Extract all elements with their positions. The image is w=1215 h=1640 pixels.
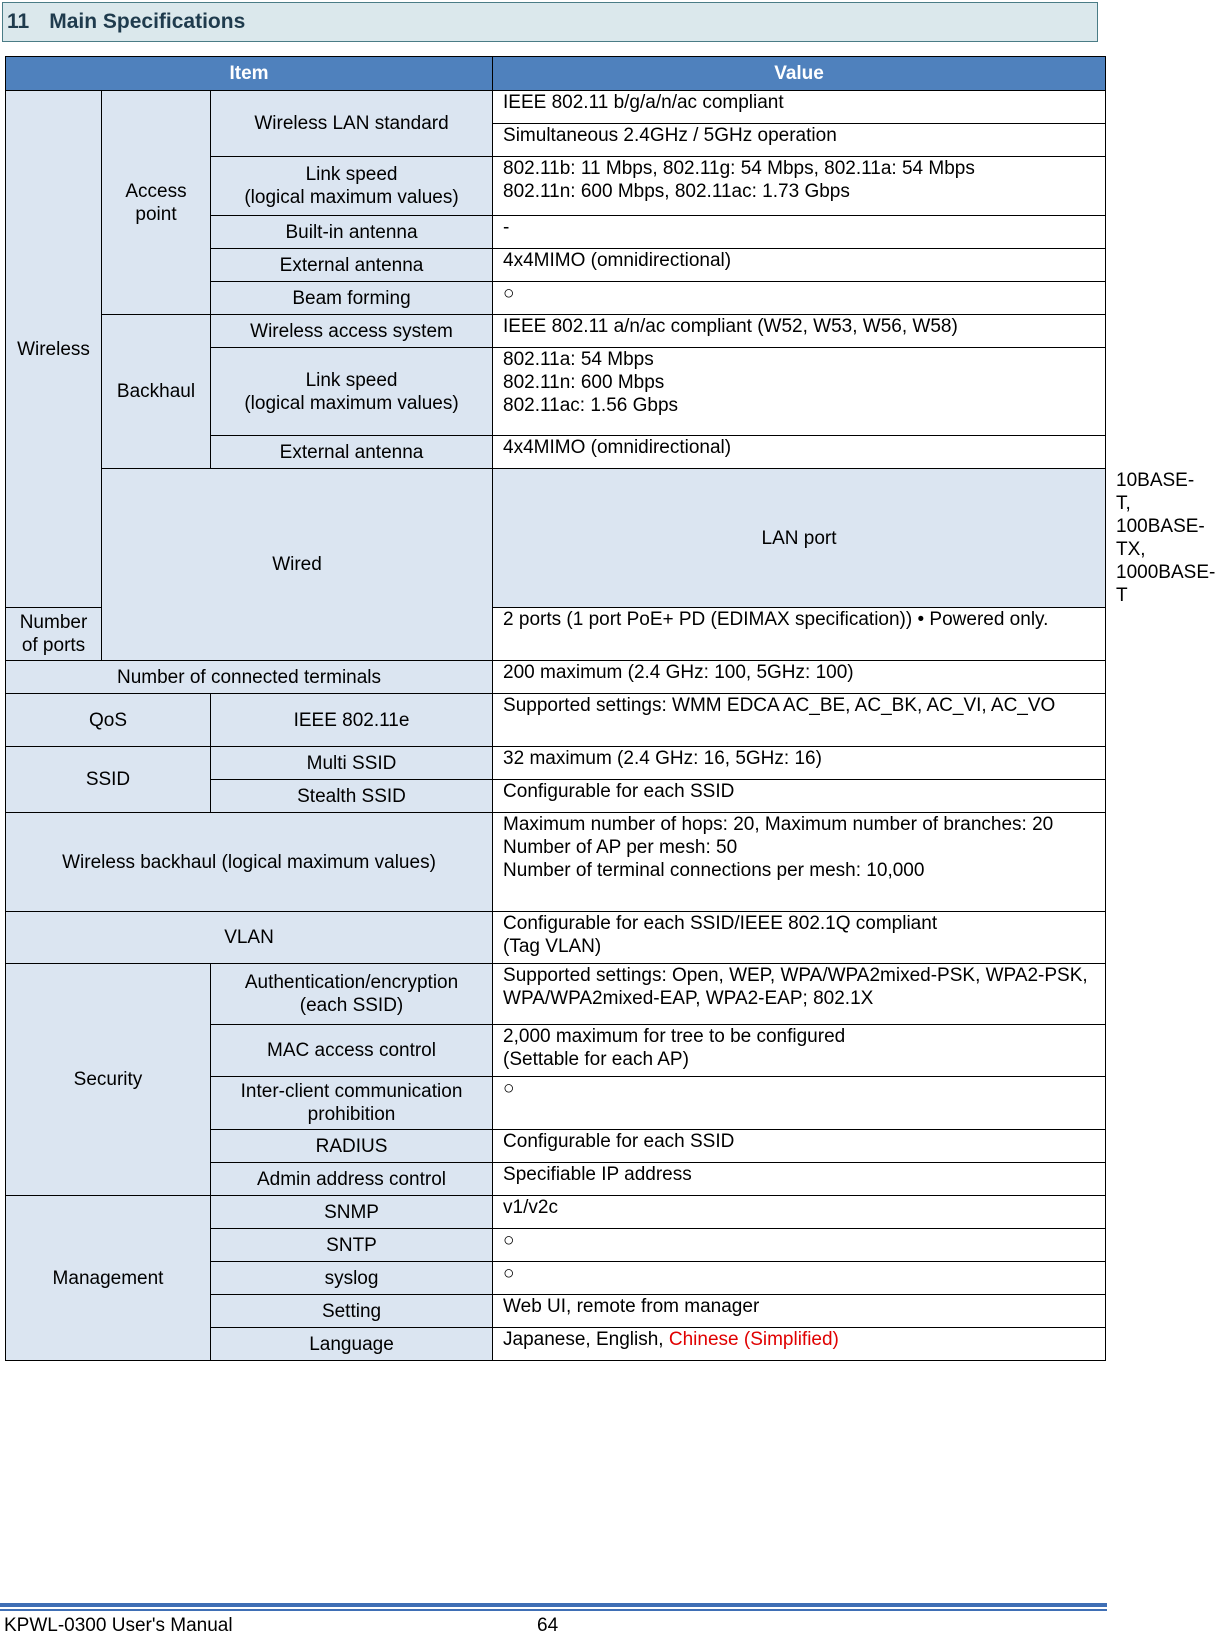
value-cell: - <box>493 216 1106 249</box>
item-admin-address-control: Admin address control <box>211 1163 493 1196</box>
item-link-speed-backhaul <box>211 348 493 436</box>
footer-rule <box>0 1603 1107 1607</box>
language-values: Japanese, English, <box>503 1329 669 1350</box>
table-row <box>6 747 1106 780</box>
value-line: Maximum number of hops: 20, Maximum number of branches: 20 <box>503 814 1054 835</box>
value-cell <box>493 1328 1106 1361</box>
value-line: 802.11a: 54 Mbps <box>503 349 654 370</box>
table-row <box>6 912 1106 964</box>
footer-rule-thin <box>0 1609 1107 1611</box>
group-label-ssid: SSID <box>6 747 211 813</box>
value-line: 802.11b: 11 Mbps, 802.11g: 54 Mbps, 802.11a: 54 Mbps <box>503 158 975 179</box>
group-label-management: Management <box>6 1196 211 1361</box>
item-builtin-antenna: Built-in antenna <box>211 216 493 249</box>
value-cell: 4x4MIMO (omnidirectional) <box>493 249 1106 282</box>
item-multi-ssid: Multi SSID <box>211 747 493 780</box>
value-cell: Configurable for each SSID <box>493 780 1106 813</box>
table-row <box>6 813 1106 912</box>
value-cell: ○ <box>493 1229 1106 1262</box>
label-qos: QoS <box>6 694 211 747</box>
value-cell: 32 maximum (2.4 GHz: 16, 5GHz: 16) <box>493 747 1106 780</box>
item-lan-port: LAN port <box>493 469 1106 608</box>
header-value: Value <box>493 57 1106 91</box>
value-cell: Web UI, remote from manager <box>493 1295 1106 1328</box>
value-line: Configurable for each SSID/IEEE 802.1Q compliant <box>503 913 938 934</box>
item-beam-forming: Beam forming <box>211 282 493 315</box>
language-value-chinese: Chinese (Simplified) <box>668 1329 839 1350</box>
value-cell: Supported settings: Open, WEP, WPA/WPA2mixed-PSK, WPA2-PSK, WPA/WPA2mixed-EAP, WPA2-EAP; 802.1X <box>493 964 1106 1025</box>
header-item: Item <box>6 57 493 91</box>
table-row: Wired LAN port 10BASE-T, 100BASE-TX, 1000BASE-T <box>6 469 1106 608</box>
table-row <box>6 694 1106 747</box>
value-cell: Simultaneous 2.4GHz / 5GHz operation <box>493 124 1106 157</box>
value-line: (Settable for each AP) <box>503 1049 689 1070</box>
label-wireless-backhaul: Wireless backhaul (logical maximum values) <box>6 813 493 912</box>
item-line: (each SSID) <box>299 995 404 1016</box>
value-line: Number of AP per mesh: 50 <box>503 837 738 858</box>
item-link-speed <box>211 157 493 216</box>
item-wireless-access-system: Wireless access system <box>211 315 493 348</box>
group-label-security: Security <box>6 964 211 1196</box>
item-radius: RADIUS <box>211 1130 493 1163</box>
item-line: Link speed <box>305 164 398 185</box>
item-stealth-ssid: Stealth SSID <box>211 780 493 813</box>
value-cell: 4x4MIMO (omnidirectional) <box>493 436 1106 469</box>
value-line: 802.11n: 600 Mbps, 802.11ac: 1.73 Gbps <box>503 181 850 202</box>
value-cell <box>493 1025 1106 1077</box>
group-label-wired: Wired <box>102 469 493 661</box>
item-ieee-80211e: IEEE 802.11e <box>211 694 493 747</box>
value-cell: IEEE 802.11 b/g/a/n/ac compliant <box>493 91 1106 124</box>
item-sntp: SNTP <box>211 1229 493 1262</box>
value-cell: v1/v2c <box>493 1196 1106 1229</box>
value-cell: ○ <box>493 1077 1106 1130</box>
section-number: 11 <box>7 10 30 33</box>
label-vlan: VLAN <box>6 912 493 964</box>
item-line: (logical maximum values) <box>244 392 459 414</box>
value-cell <box>493 813 1106 912</box>
table-row <box>6 315 1106 348</box>
item-external-antenna: External antenna <box>211 249 493 282</box>
value-line: 802.11ac: 1.56 Gbps <box>503 395 679 416</box>
value-cell <box>493 348 1106 436</box>
item-line: Link speed <box>305 369 398 391</box>
table-row <box>6 1196 1106 1229</box>
table-row <box>6 91 1106 124</box>
item-number-of-ports: Number of ports <box>6 608 102 661</box>
section-heading <box>2 2 1098 42</box>
item-language: Language <box>211 1328 493 1361</box>
table-header-row <box>6 57 1106 91</box>
item-external-antenna-backhaul: External antenna <box>211 436 493 469</box>
item-authentication-encryption <box>211 964 493 1025</box>
table-row <box>6 964 1106 1025</box>
value-line: (Tag VLAN) <box>503 936 602 957</box>
footer-manual-title: KPWL-0300 User's Manual <box>4 1615 233 1636</box>
item-syslog: syslog <box>211 1262 493 1295</box>
label-connected-terminals: Number of connected terminals <box>6 661 493 694</box>
value-cell <box>493 912 1106 964</box>
item-mac-access-control: MAC access control <box>211 1025 493 1077</box>
value-cell: Specifiable IP address <box>493 1163 1106 1196</box>
table-row <box>6 661 1106 694</box>
value-cell: ○ <box>493 282 1106 315</box>
value-cell: Configurable for each SSID <box>493 1130 1106 1163</box>
item-wireless-lan-standard: Wireless LAN standard <box>211 91 493 157</box>
value-cell: 200 maximum (2.4 GHz: 100, 5GHz: 100) <box>493 661 1106 694</box>
value-cell: 2 ports (1 port PoE+ PD (EDIMAX specification)) • Powered only. <box>493 608 1106 661</box>
specifications-table <box>5 56 1215 1361</box>
value-line: 2,000 maximum for tree to be configured <box>503 1026 846 1047</box>
item-line: Authentication/encryption <box>244 972 459 993</box>
item-snmp: SNMP <box>211 1196 493 1229</box>
item-setting: Setting <box>211 1295 493 1328</box>
item-inter-client-prohibition: Inter-client communication prohibition <box>211 1077 493 1130</box>
value-cell <box>493 157 1106 216</box>
value-line: Number of terminal connections per mesh: 10,000 <box>503 860 925 881</box>
item-line: (logical maximum values) <box>244 187 459 208</box>
value-cell: ○ <box>493 1262 1106 1295</box>
group-label-backhaul: Backhaul <box>102 315 211 469</box>
value-cell: IEEE 802.11 a/n/ac compliant (W52, W53, W56, W58) <box>493 315 1106 348</box>
footer-page-number: 64 <box>537 1615 559 1636</box>
value-line: 802.11n: 600 Mbps <box>503 372 665 393</box>
group-label-wireless: Wireless <box>6 91 102 608</box>
section-title: Main Specifications <box>49 10 246 33</box>
value-cell: Supported settings: WMM EDCA AC_BE, AC_BK, AC_VI, AC_VO <box>493 694 1106 747</box>
group-label-access-point: Access point <box>102 91 211 315</box>
